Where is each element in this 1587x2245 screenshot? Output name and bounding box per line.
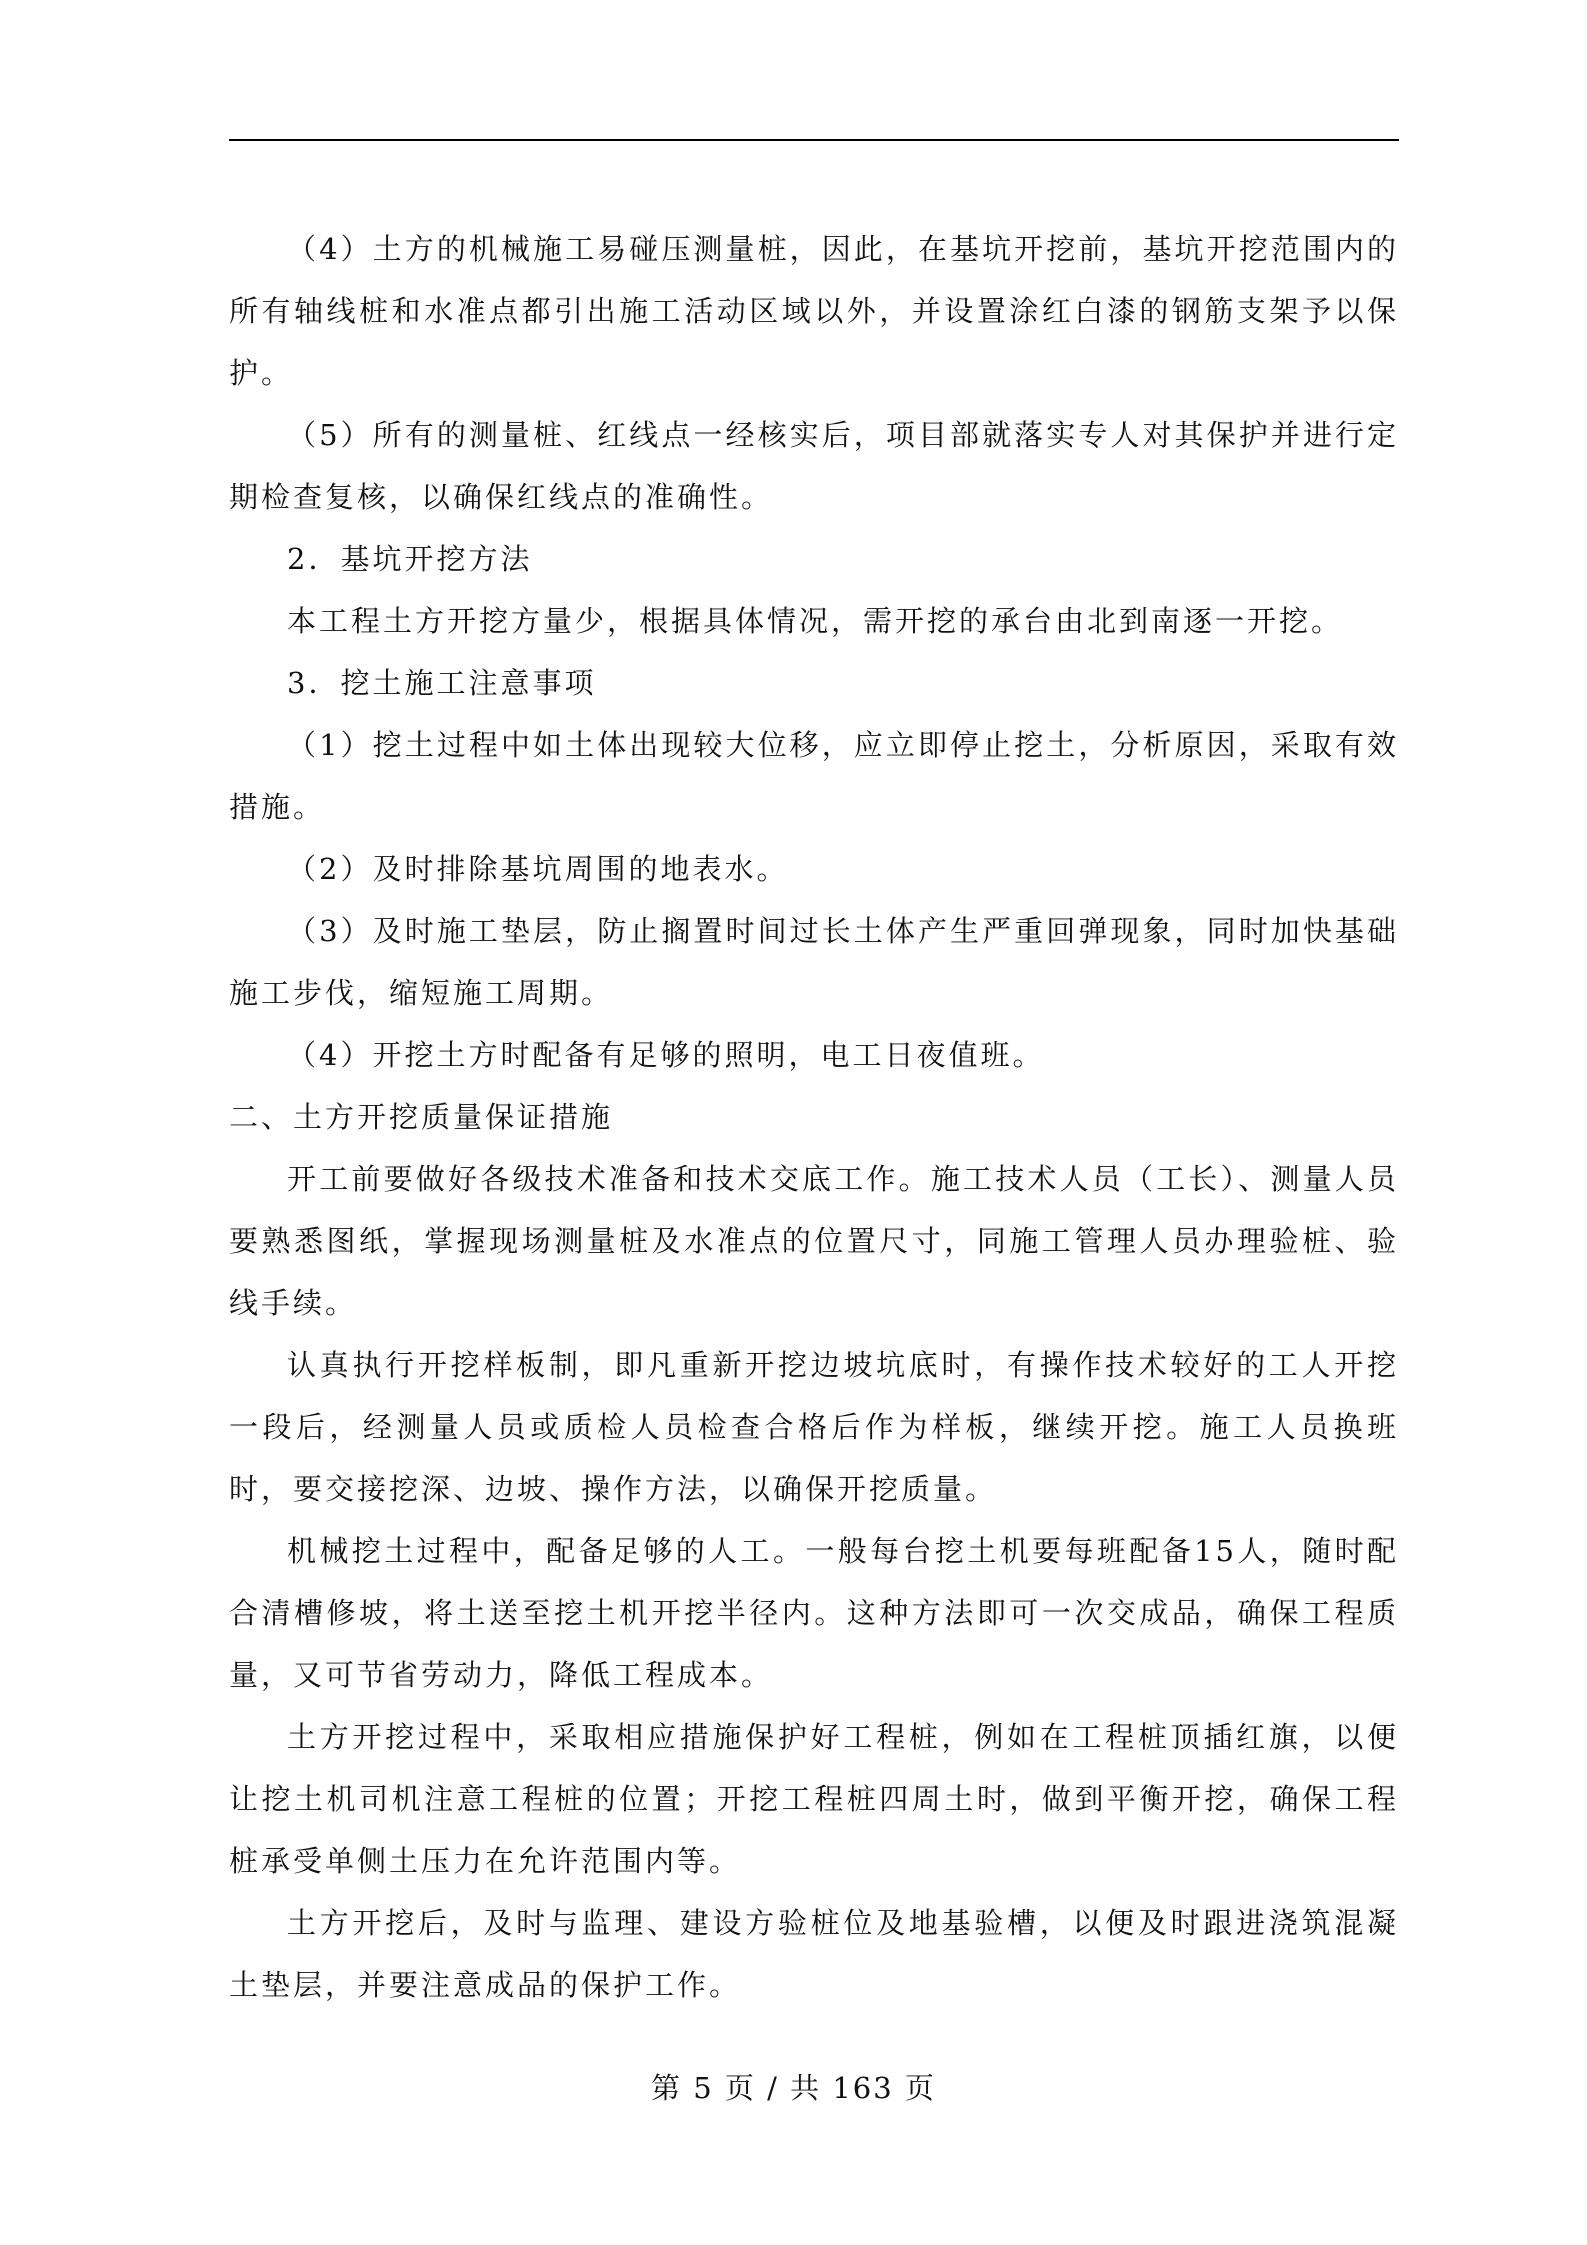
paragraph-pile-protection: 土方开挖过程中，采取相应措施保护好工程桩，例如在工程桩顶插红旗，以便让挖土机司机注意工程桩的位置；开挖工程桩四周土时，做到平衡开挖，确保工程桩承受单侧土压力在允许范围内等。 — [229, 1720, 1399, 1878]
paragraph-item-5-inspection: （5）所有的测量桩、红线点一经核实后，项目部就落实专人对其保护并进行定期检查复核，以确保红线点的准确性。 — [229, 418, 1399, 514]
paragraph-precaution-3: （3）及时施工垫层，防止搁置时间过长土体产生严重回弹现象，同时加快基础施工步伐，缩短施工周期。 — [229, 914, 1399, 1010]
paragraph-excavation-method: 本工程土方开挖方量少，根据具体情况，需开挖的承台由北到南逐一开挖。 — [287, 604, 1344, 638]
page-number-footer: 第 5 页 / 共 163 页 — [651, 2071, 936, 2105]
paragraph-sample-system: 认真执行开挖样板制，即凡重新开挖边坡坑底时，有操作技术较好的工人开挖一段后，经测量人员或质检人员检查合格后作为样板，继续开挖。施工人员换班时，要交接挖深、边坡、操作方法，以确保开挖质量。 — [229, 1348, 1399, 1506]
paragraph-precaution-1: （1）挖土过程中如土体出现较大位移，应立即停止挖土，分析原因，采取有效措施。 — [229, 728, 1399, 824]
paragraph-precaution-2: （2）及时排除基坑周围的地表水。 — [287, 852, 789, 886]
section-heading-excavation-method: 2．基坑开挖方法 — [287, 542, 533, 576]
paragraph-mechanical-excavation: 机械挖土过程中，配备足够的人工。一般每台挖土机要每班配备15人，随时配合清槽修坡，将土送至挖土机开挖半径内。这种方法即可一次交成品，确保工程质量，又可节省劳动力，降低工程成本。 — [229, 1534, 1399, 1692]
section-heading-precautions: 3．挖土施工注意事项 — [287, 666, 597, 700]
paragraph-preparation: 开工前要做好各级技术准备和技术交底工作。施工技术人员（工长）、测量人员要熟悉图纸，掌握现场测量桩及水准点的位置尺寸，同施工管理人员办理验桩、验线手续。 — [229, 1162, 1399, 1320]
body-text — [229, 218, 1399, 2016]
paragraph-after-excavation: 土方开挖后，及时与监理、建设方验桩位及地基验槽，以便及时跟进浇筑混凝土垫层，并要注意成品的保护工作。 — [229, 1906, 1399, 2002]
chapter-heading-quality: 二、土方开挖质量保证措施 — [229, 1100, 614, 1134]
header-rule — [229, 139, 1399, 141]
paragraph-precaution-4: （4）开挖土方时配备有足够的照明，电工日夜值班。 — [287, 1038, 1045, 1072]
paragraph-item-4-protection: （4）土方的机械施工易碰压测量桩，因此，在基坑开挖前，基坑开挖范围内的所有轴线桩和水准点都引出施工活动区域以外，并设置涂红白漆的钢筋支架予以保护。 — [229, 232, 1399, 390]
